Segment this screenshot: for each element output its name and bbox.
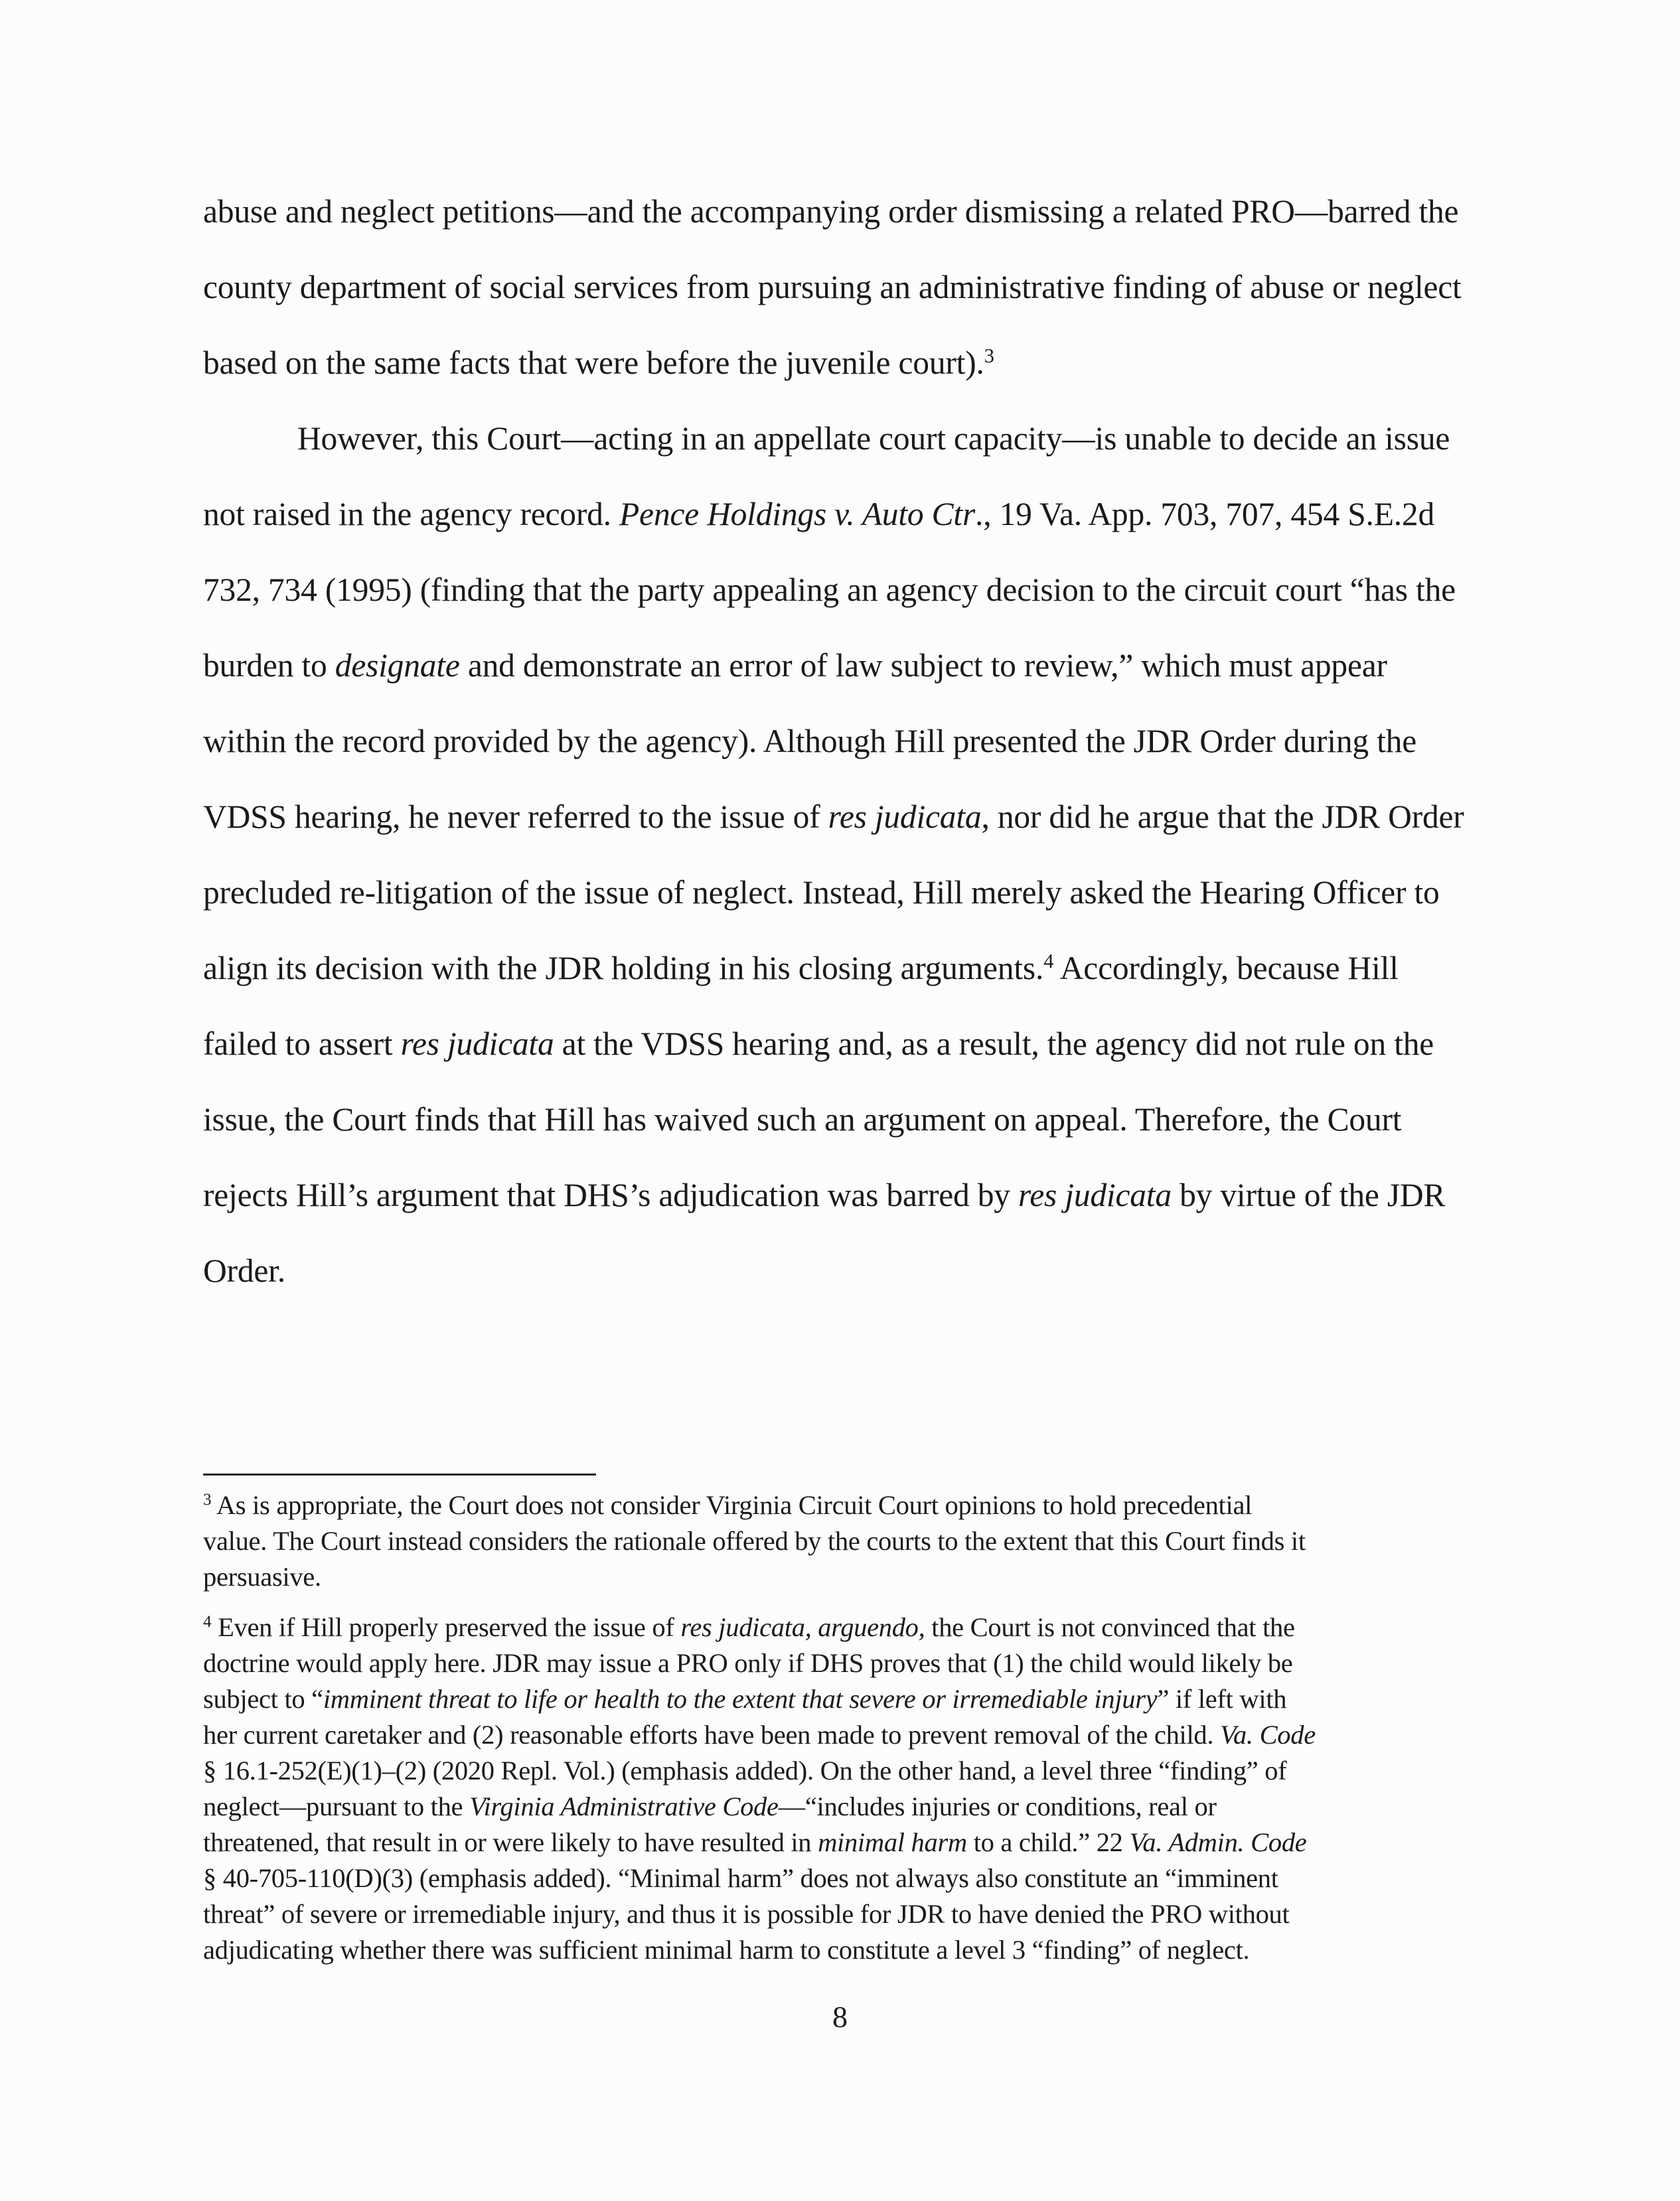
text: threat” of severe or irremediable injury, and thus it is possible for JDR to have denied the PRO without xyxy=(203,1899,1290,1929)
text: ” if left with xyxy=(1157,1684,1287,1714)
text: within the record provided by the agency). Although Hill presented the JDR Order during the xyxy=(203,723,1416,759)
footnote-ref-3: 3 xyxy=(984,344,994,368)
emphasis: minimal harm xyxy=(818,1827,967,1857)
text-line xyxy=(203,646,1387,684)
text: As is appropriate, the Court does not consider Virginia Circuit Court opinions to hold precedential xyxy=(211,1490,1253,1520)
text: issue, the Court finds that Hill has waived such an argument on appeal. Therefore, the Court xyxy=(203,1101,1402,1138)
text: her current caretaker and (2) reasonable efforts have been made to prevent removal of the child. xyxy=(203,1720,1221,1750)
footnote-4-line xyxy=(203,1612,1295,1643)
footnote-3-line xyxy=(203,1561,321,1592)
emphasis: Va. Admin. Code xyxy=(1129,1827,1307,1857)
case-citation: Pence Holdings v. Auto Ctr xyxy=(619,496,976,532)
text-line xyxy=(203,1100,1401,1138)
text: adjudicating whether there was sufficient minimal harm to constitute a level 3 “finding” of neglect. xyxy=(203,1935,1250,1965)
text-line xyxy=(203,344,994,382)
text: value. The Court instead considers the rationale offered by the courts to the extent that this Court finds it xyxy=(203,1526,1306,1556)
footnote-number: 3 xyxy=(203,1491,212,1509)
footnote-4-line xyxy=(203,1791,1217,1822)
footnote-4-line xyxy=(203,1862,1278,1894)
footnote-3-line xyxy=(203,1489,1252,1521)
text-line xyxy=(203,1252,285,1290)
emphasis: Virginia Administrative Code xyxy=(469,1791,779,1821)
text: threatened, that result in or were likely to have resulted in xyxy=(203,1827,818,1857)
footnote-4-line xyxy=(203,1755,1286,1786)
text-line xyxy=(203,571,1456,609)
text: and demonstrate an error of law subject to review,” which must appear xyxy=(459,647,1387,684)
emphasis: Va. Code xyxy=(1220,1720,1316,1750)
text: at the VDSS hearing and, as a result, the agency did not rule on the xyxy=(554,1025,1434,1062)
text: § 16.1-252(E)(1)–(2) (2020 Repl. Vol.) (emphasis added). On the other hand, a level three “finding” of xyxy=(203,1756,1287,1785)
emphasis: res judicata xyxy=(828,798,982,835)
footnote-4-line xyxy=(203,1898,1289,1930)
footnote-4-line xyxy=(203,1719,1316,1750)
page-number: 8 xyxy=(832,2000,848,2034)
text-line xyxy=(203,798,1464,836)
emphasis: res judicata xyxy=(400,1025,554,1062)
text-line xyxy=(203,722,1416,760)
footnote-ref-4: 4 xyxy=(1043,950,1054,973)
text-line xyxy=(203,268,1462,306)
footnote-4-line xyxy=(203,1683,1286,1714)
text: by virtue of the JDR xyxy=(1171,1177,1446,1213)
text-line xyxy=(203,1025,1434,1063)
text: VDSS hearing, he never referred to the issue of xyxy=(203,798,828,835)
footnote-3-line xyxy=(203,1525,1306,1556)
text: ., 19 Va. App. 703, 707, 454 S.E.2d xyxy=(975,496,1435,532)
footnote-4-line xyxy=(203,1827,1306,1858)
text: Order. xyxy=(203,1252,285,1289)
emphasis: res judicata xyxy=(1018,1177,1172,1213)
footnote-separator xyxy=(203,1474,596,1476)
text-line xyxy=(203,192,1458,230)
text: Even if Hill properly preserved the issue of xyxy=(211,1612,681,1642)
text: 732, 734 (1995) (finding that the party appealing an agency decision to the circuit court “has the xyxy=(203,571,1456,608)
text-line xyxy=(203,873,1440,911)
text: persuasive. xyxy=(203,1562,321,1592)
text-line xyxy=(203,495,1434,533)
text: doctrine would apply here. JDR may issue a PRO only if DHS proves that (1) the child would likely be xyxy=(203,1648,1293,1678)
text: failed to assert xyxy=(203,1025,401,1062)
emphasis: designate xyxy=(335,647,460,684)
text: § 40-705-110(D)(3) (emphasis added). “Minimal harm” does not always also constitute an “imminent xyxy=(203,1863,1278,1893)
text: —“includes injuries or conditions, real or xyxy=(778,1791,1217,1821)
footnote-4-line xyxy=(203,1647,1292,1679)
text: subject to “ xyxy=(203,1684,323,1714)
text: align its decision with the JDR holding in his closing arguments. xyxy=(203,950,1044,986)
text: based on the same facts that were before the juvenile court). xyxy=(203,344,984,381)
emphasis: imminent threat to life or health to the extent that severe or irremediable injury xyxy=(323,1684,1158,1714)
text: county department of social services from pursuing an administrative finding of abuse or neglect xyxy=(203,269,1462,305)
text: the Court is not convinced that the xyxy=(925,1612,1295,1642)
emphasis: res judicata, arguendo, xyxy=(680,1612,925,1642)
text-line xyxy=(297,419,1450,457)
text: abuse and neglect petitions—and the accompanying order dismissing a related PRO—barred the xyxy=(203,193,1459,230)
text: neglect—pursuant to the xyxy=(203,1791,470,1821)
text-line xyxy=(203,949,1399,987)
footnote-number: 4 xyxy=(203,1613,212,1632)
text: to a child.” 22 xyxy=(966,1827,1130,1857)
text: Accordingly, because Hill xyxy=(1053,950,1399,986)
text: However, this Court—acting in an appellate court capacity—is unable to decide an issue xyxy=(297,420,1450,457)
text: precluded re-litigation of the issue of neglect. Instead, Hill merely asked the Hearing Officer to xyxy=(203,874,1440,911)
text-line xyxy=(203,1176,1445,1214)
text: rejects Hill’s argument that DHS’s adjudication was barred by xyxy=(203,1177,1019,1213)
text: burden to xyxy=(203,647,335,684)
footnote-4-line xyxy=(203,1934,1249,1965)
text: , nor did he argue that the JDR Order xyxy=(981,798,1464,835)
text: not raised in the agency record. xyxy=(203,496,620,532)
